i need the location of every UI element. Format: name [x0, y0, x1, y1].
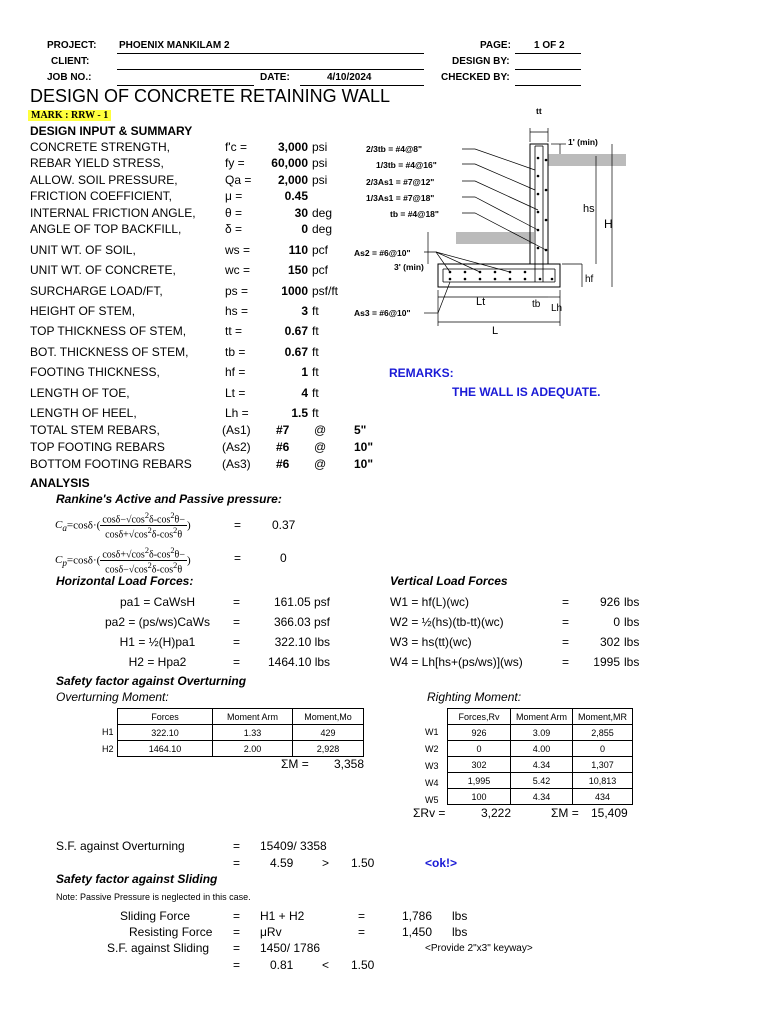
sf-sliding-limit: 1.50	[351, 958, 375, 972]
vlf-value: 0	[613, 615, 620, 629]
sf-ot-cmp: >	[322, 856, 330, 870]
sliding-force-val: 1,786	[402, 909, 433, 923]
table-cell: 0	[573, 741, 633, 757]
input-unit: psf/ft	[312, 284, 339, 298]
dim-Lt: Lt	[476, 296, 486, 308]
rebar-size: #7	[276, 423, 290, 437]
rt-sum-label: ΣM =	[551, 806, 579, 820]
rebar-at: @	[314, 457, 327, 471]
table-header: Forces,Rv	[448, 709, 511, 725]
table-cell: 4.34	[511, 789, 573, 805]
table-cell: 1,995	[448, 773, 511, 789]
rebar-label: TOP FOOTING REBARS	[30, 440, 165, 454]
label-bar2: 1/3tb = #4@16"	[376, 160, 437, 170]
input-symbol: hs =	[225, 304, 249, 318]
input-label: SURCHARGE LOAD/FT,	[30, 284, 163, 298]
input-label: INTERNAL FRICTION ANGLE,	[30, 206, 196, 220]
table-header: Moment Arm	[511, 709, 573, 725]
page-label: PAGE:	[480, 40, 511, 51]
hlf-equation: H1 = ½(H)pa1	[119, 635, 196, 649]
hlf-equals: =	[233, 635, 241, 649]
input-value: 0	[301, 222, 308, 236]
table-header: Moment,MR	[573, 709, 633, 725]
hlf-value: 322.10 lbs	[274, 635, 330, 649]
rebar-symbol: (As2)	[222, 440, 251, 454]
table-row	[448, 725, 633, 741]
table-cell: 302	[448, 757, 511, 773]
input-unit: psi	[312, 156, 328, 170]
input-symbol: Lh =	[225, 406, 249, 420]
label-bar1: 2/3tb = #4@8"	[366, 144, 423, 154]
label-as2: As2 = #6@10"	[354, 248, 411, 258]
input-label: UNIT WT. OF SOIL,	[30, 243, 136, 257]
dim-hs: hs	[583, 203, 595, 215]
table-cell: 1464.10	[118, 741, 213, 757]
remarks-value: THE WALL IS ADEQUATE.	[452, 385, 601, 399]
table-cell: 926	[448, 725, 511, 741]
hlf-equation: pa2 = (ps/ws)CaWs	[104, 615, 211, 629]
righting-table	[447, 708, 633, 805]
table-cell: 4.00	[511, 741, 573, 757]
input-value: 110	[288, 243, 308, 257]
hlf-equals: =	[233, 595, 241, 609]
rebar-spacing: 10"	[354, 440, 374, 454]
input-symbol: ws =	[225, 243, 251, 257]
input-unit: pcf	[312, 263, 329, 277]
sliding-heading: Safety factor against Sliding	[56, 872, 218, 886]
table-row	[448, 789, 633, 805]
page-value: 1 OF 2	[534, 40, 565, 51]
hlf-value: 1464.10 lbs	[268, 655, 331, 669]
overturning-table	[117, 708, 364, 757]
sf-sliding-cmp: <	[322, 958, 330, 972]
sliding-force-eq: H1 + H2	[260, 909, 305, 923]
input-label: ALLOW. SOIL PRESSURE,	[30, 173, 178, 187]
input-unit: psi	[312, 173, 328, 187]
dim-L: L	[492, 325, 499, 337]
hlf-equals: =	[233, 655, 241, 669]
table-header: Moment,Mo	[293, 709, 364, 725]
input-value: 4	[301, 386, 308, 400]
input-value: 2,000	[277, 173, 308, 187]
sf-ot-limit: 1.50	[351, 856, 375, 870]
analysis-heading: ANALYSIS	[30, 476, 90, 490]
dim-hf: hf	[585, 274, 594, 285]
input-symbol: μ =	[225, 189, 243, 203]
input-symbol: hf =	[225, 365, 246, 379]
cp-value: 0	[280, 551, 287, 565]
row-name: W1	[425, 727, 439, 737]
input-unit: ft	[312, 304, 319, 318]
rebar-label: TOTAL STEM REBARS,	[30, 423, 160, 437]
input-symbol: Qa =	[225, 173, 252, 187]
table-header: Forces	[118, 709, 213, 725]
input-label: UNIT WT. OF CONCRETE,	[30, 263, 176, 277]
input-symbol: f'c =	[225, 140, 247, 154]
resist-force-val: 1,450	[402, 925, 433, 939]
input-unit: pcf	[312, 243, 329, 257]
date-label: DATE:	[260, 72, 290, 83]
resist-force-label: Resisting Force	[129, 925, 213, 939]
input-symbol: δ =	[225, 222, 243, 236]
row-name: W5	[425, 795, 439, 805]
rankine-heading: Rankine's Active and Passive pressure:	[56, 492, 282, 506]
input-value: 3,000	[277, 140, 308, 154]
table-row	[448, 773, 633, 789]
table-cell: 434	[573, 789, 633, 805]
hlf-heading: Horizontal Load Forces:	[56, 574, 194, 588]
rebar-size: #6	[276, 457, 290, 471]
table-cell: 5.42	[511, 773, 573, 789]
hlf-value: 366.03 psf	[273, 615, 330, 629]
input-unit: ft	[312, 365, 319, 379]
dim-H: H	[604, 217, 613, 231]
input-label: TOP THICKNESS OF STEM,	[30, 324, 187, 338]
vlf-equals: =	[562, 615, 570, 629]
input-heading: DESIGN INPUT & SUMMARY	[30, 124, 193, 138]
rt-sum-value: 15,409	[591, 806, 628, 820]
ca-value: 0.37	[272, 518, 296, 532]
input-symbol: tb =	[225, 345, 246, 359]
job-label: JOB NO.:	[47, 72, 92, 83]
vlf-heading: Vertical Load Forces	[390, 574, 508, 588]
input-unit: ft	[312, 406, 319, 420]
table-cell: 3.09	[511, 725, 573, 741]
input-symbol: θ =	[225, 206, 243, 220]
input-unit: ft	[312, 386, 319, 400]
row-name: W3	[425, 761, 439, 771]
input-label: LENGTH OF TOE,	[30, 386, 130, 400]
input-unit: ft	[312, 324, 319, 338]
rebar-at: @	[314, 423, 327, 437]
label-bar3: 2/3As1 = #7@12"	[366, 177, 435, 187]
sf-ot-eq2: 4.59	[270, 856, 294, 870]
cp-formula: $C_p=\cos\delta\cdot$( $\frac{\cos\delta+√\cos^2\delta-\cos^2\theta-}{\cos\delta-√\cos^2\delta-\cos^2\theta}$ )	[55, 546, 191, 576]
vlf-unit: lbs	[624, 635, 640, 649]
input-value: 0.67	[284, 345, 308, 359]
table-cell: 0	[448, 741, 511, 757]
sliding-force-unit: lbs	[452, 909, 468, 923]
hlf-equals: =	[233, 615, 241, 629]
table-cell: 4.34	[511, 757, 573, 773]
rt-rv-label: ΣRv =	[413, 806, 446, 820]
dim-tt: tt	[536, 106, 542, 116]
label-as3: As3 = #6@10"	[354, 308, 411, 318]
table-row	[448, 741, 633, 757]
row-name: W4	[425, 778, 439, 788]
input-unit: ft	[312, 345, 319, 359]
table-cell: 100	[448, 789, 511, 805]
rebar-label: BOTTOM FOOTING REBARS	[30, 457, 192, 471]
ca-formula: $C_a=\cos\delta\cdot$( $\frac{\cos\delta-√\cos^2\delta-\cos^2\theta-}{\cos\delta+√\cos^2\delta-\cos^2\theta}$ )	[55, 511, 191, 541]
table-cell: 322.10	[118, 725, 213, 741]
sf-sliding-val: 0.81	[270, 958, 294, 972]
sf-ot-result: <ok!>	[425, 856, 458, 870]
input-symbol: fy =	[225, 156, 245, 170]
table-cell: 1,307	[573, 757, 633, 773]
vlf-equals: =	[562, 635, 570, 649]
sliding-force-label: Sliding Force	[120, 909, 191, 923]
ot-moment-label: Overturning Moment:	[56, 690, 169, 704]
mark-badge: MARK : RRW - 1	[28, 110, 111, 121]
row-name: H2	[102, 744, 114, 754]
input-value: 3	[301, 304, 308, 318]
input-value: 0.45	[284, 189, 308, 203]
retaining-wall-diagram	[350, 100, 640, 340]
table-cell: 429	[293, 725, 364, 741]
resist-force-eq: μRv	[260, 925, 282, 939]
hlf-equation: pa1 = CaWsH	[119, 595, 196, 609]
table-row	[448, 757, 633, 773]
resist-force-unit: lbs	[452, 925, 468, 939]
table-row	[118, 725, 364, 741]
input-label: ANGLE OF TOP BACKFILL,	[30, 222, 182, 236]
vlf-equation: W2 = ½(hs)(tb-tt)(wc)	[390, 615, 504, 629]
input-label: REBAR YIELD STRESS,	[30, 156, 164, 170]
vlf-equation: W1 = hf(L)(wc)	[390, 595, 470, 609]
vlf-unit: lbs	[624, 615, 640, 629]
input-value: 1000	[281, 284, 308, 298]
input-value: 150	[287, 263, 308, 277]
ot-sum-label: ΣM =	[281, 757, 309, 771]
input-value: 1.5	[291, 406, 308, 420]
rebar-at: @	[314, 440, 327, 454]
sf-sliding-note: <Provide 2"x3" keyway>	[425, 943, 533, 954]
rebar-symbol: (As3)	[222, 457, 251, 471]
vlf-value: 1995	[593, 655, 620, 669]
hlf-value: 161.05 psf	[273, 595, 330, 609]
input-unit: psi	[312, 140, 328, 154]
vlf-equation: W4 = Lh[hs+(ps/ws)](ws)	[390, 655, 523, 669]
input-label: LENGTH OF HEEL,	[30, 406, 137, 420]
input-unit: deg	[312, 206, 333, 220]
input-label: FOOTING THICKNESS,	[30, 365, 160, 379]
table-cell: 10,813	[573, 773, 633, 789]
date-value: 4/10/2024	[327, 72, 372, 83]
checked-by-label: CHECKED BY:	[441, 72, 510, 83]
input-symbol: Lt =	[225, 386, 246, 400]
label-bar5: tb = #4@18"	[390, 209, 439, 219]
dim-tb: tb	[532, 299, 541, 310]
label-bar4: 1/3As1 = #7@18"	[366, 193, 435, 203]
input-symbol: wc =	[225, 263, 251, 277]
page-title: DESIGN OF CONCRETE RETAINING WALL	[30, 86, 391, 106]
design-by-label: DESIGN BY:	[452, 56, 510, 67]
rebar-spacing: 10"	[354, 457, 374, 471]
vlf-equals: =	[562, 595, 570, 609]
sliding-note: Note: Passive Pressure is neglected in this case.	[56, 892, 251, 902]
sf-ot-heading: Safety factor against Overturning	[56, 674, 247, 688]
vlf-equation: W3 = hs(tt)(wc)	[390, 635, 472, 649]
input-label: BOT. THICKNESS OF STEM,	[30, 345, 189, 359]
remarks-label: REMARKS:	[389, 366, 454, 380]
label-min-3: 3' (min)	[394, 262, 424, 272]
input-unit: deg	[312, 222, 333, 236]
dim-Lh: Lh	[551, 303, 563, 314]
client-label: CLIENT:	[51, 56, 90, 67]
vlf-unit: lbs	[624, 655, 640, 669]
input-symbol: ps =	[225, 284, 249, 298]
vlf-equals: =	[562, 655, 570, 669]
vlf-value: 302	[599, 635, 620, 649]
table-row	[118, 741, 364, 757]
table-cell: 2.00	[213, 741, 293, 757]
table-cell: 1.33	[213, 725, 293, 741]
input-label: CONCRETE STRENGTH,	[30, 140, 171, 154]
ot-sum-value: 3,358	[334, 757, 365, 771]
rebar-size: #6	[276, 440, 290, 454]
hlf-equation: H2 = Hpa2	[128, 655, 187, 669]
table-cell: 2,928	[293, 741, 364, 757]
rt-rv-value: 3,222	[481, 806, 512, 820]
input-label: HEIGHT OF STEM,	[30, 304, 136, 318]
table-cell: 2,855	[573, 725, 633, 741]
input-value: 0.67	[284, 324, 308, 338]
sf-sliding-label: S.F. against Sliding	[107, 941, 210, 955]
project-value: PHOENIX MANKILAM 2	[119, 40, 230, 51]
row-name: H1	[102, 727, 114, 737]
sf-ot-eq1: 15409/ 3358	[260, 839, 327, 853]
dim-min-top: 1' (min)	[568, 137, 598, 147]
input-symbol: tt =	[225, 324, 243, 338]
row-name: W2	[425, 744, 439, 754]
input-label: FRICTION COEFFICIENT,	[30, 189, 172, 203]
input-value: 30	[294, 206, 308, 220]
rt-moment-label: Righting Moment:	[427, 690, 522, 704]
rebar-spacing: 5"	[354, 423, 367, 437]
input-value: 60,000	[271, 156, 308, 170]
table-header: Moment Arm	[213, 709, 293, 725]
sf-sliding-eq: 1450/ 1786	[260, 941, 321, 955]
sf-ot-label: S.F. against Overturning	[56, 839, 185, 853]
vlf-unit: lbs	[624, 595, 640, 609]
project-label: PROJECT:	[47, 40, 97, 51]
rebar-symbol: (As1)	[222, 423, 251, 437]
input-value: 1	[301, 365, 308, 379]
vlf-value: 926	[599, 595, 620, 609]
